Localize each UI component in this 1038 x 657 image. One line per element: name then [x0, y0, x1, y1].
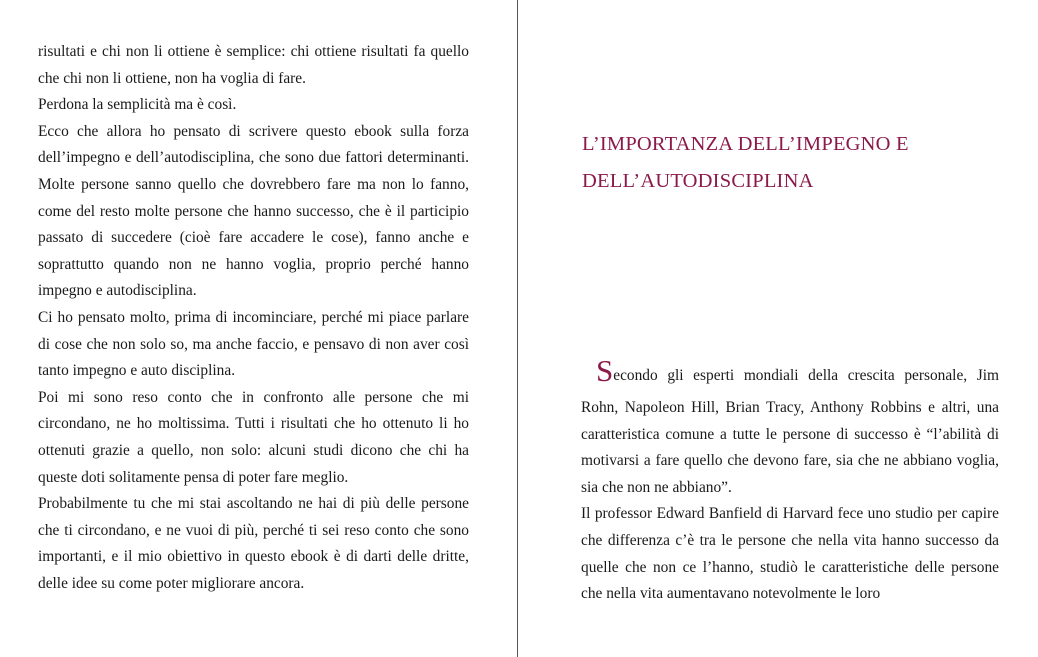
paragraph: risultati e chi non li ottiene è semplice: chi ottiene risultati fa quello che chi non li ottiene, non ha voglia di fare.: [38, 43, 469, 87]
paragraph: Perdona la semplicità ma è così.: [38, 96, 237, 114]
left-page: [0, 0, 518, 657]
paragraph: Ci ho pensato molto, prima di incominciare, perché mi piace parlare di cose che non solo so, ma anche faccio, e pensavo di non aver così tanto impegno e auto disciplina.: [38, 308, 469, 380]
paragraph: Poi mi sono reso conto che in confronto alle persone che mi circondano, ne ho moltissima. Tutti i risultati che ho ottenuto li ho ottenuti grazie a quello, non solo: alcuni studi dicono che chi ha queste doti solitamente pensa di poter fare meglio.: [38, 388, 469, 486]
chapter-title-line-1: L’IMPORTANZA DELL’IMPEGNO E: [582, 133, 909, 155]
opening-line-text: econdo gli esperti mondiali della crescita personale, Jim: [613, 367, 999, 384]
left-page-body: [38, 39, 469, 597]
right-page-body: [581, 353, 999, 608]
paragraph: Ecco che allora ho pensato di scrivere questo ebook sulla forza dell’impegno e dell’autodisciplina, che sono due fattori determinanti. Molte persone sanno quello che dovrebbero fare ma non lo fanno, come del resto molte persone che hanno successo, che è il participio passato di succedere (cioè fare accadere le cose), fanno anche e soprattutto quando non ne hanno voglia, proprio perché hanno impegno e autodisciplina.: [38, 122, 469, 300]
page-divider: [517, 0, 518, 657]
right-page: [519, 0, 1038, 657]
paragraph: Probabilmente tu che mi stai ascoltando ne hai di più delle persone che ti circondano, e ne vuoi di più, perché ti sei reso conto che sono importanti, e il mio obiettivo in questo ebook è di darti delle dritte, delle idee su come poter migliorare ancora.: [38, 495, 469, 592]
paragraph: Rohn, Napoleon Hill, Brian Tracy, Anthony Robbins e altri, una caratteristica comune a tutte le persone di successo è “l’abilità di motivarsi a fare quello che devono fare, sia che ne abbiano voglia, sia che non ne abbiano”.: [581, 399, 999, 496]
opening-line: [581, 353, 999, 396]
opening-paragraph: [581, 353, 999, 396]
paragraph: Il professor Edward Banfield di Harvard fece uno studio per capire che differenza c’è tra le persone che nella vita hanno successo da quelle che non ce l’hanno, studiò le caratteristiche delle persone che nella vita aumentavano notevolmente le loro: [581, 505, 999, 603]
drop-cap: S: [596, 353, 614, 388]
chapter-title: [582, 126, 982, 200]
chapter-title-line-2: DELL’AUTODISCIPLINA: [582, 170, 814, 192]
